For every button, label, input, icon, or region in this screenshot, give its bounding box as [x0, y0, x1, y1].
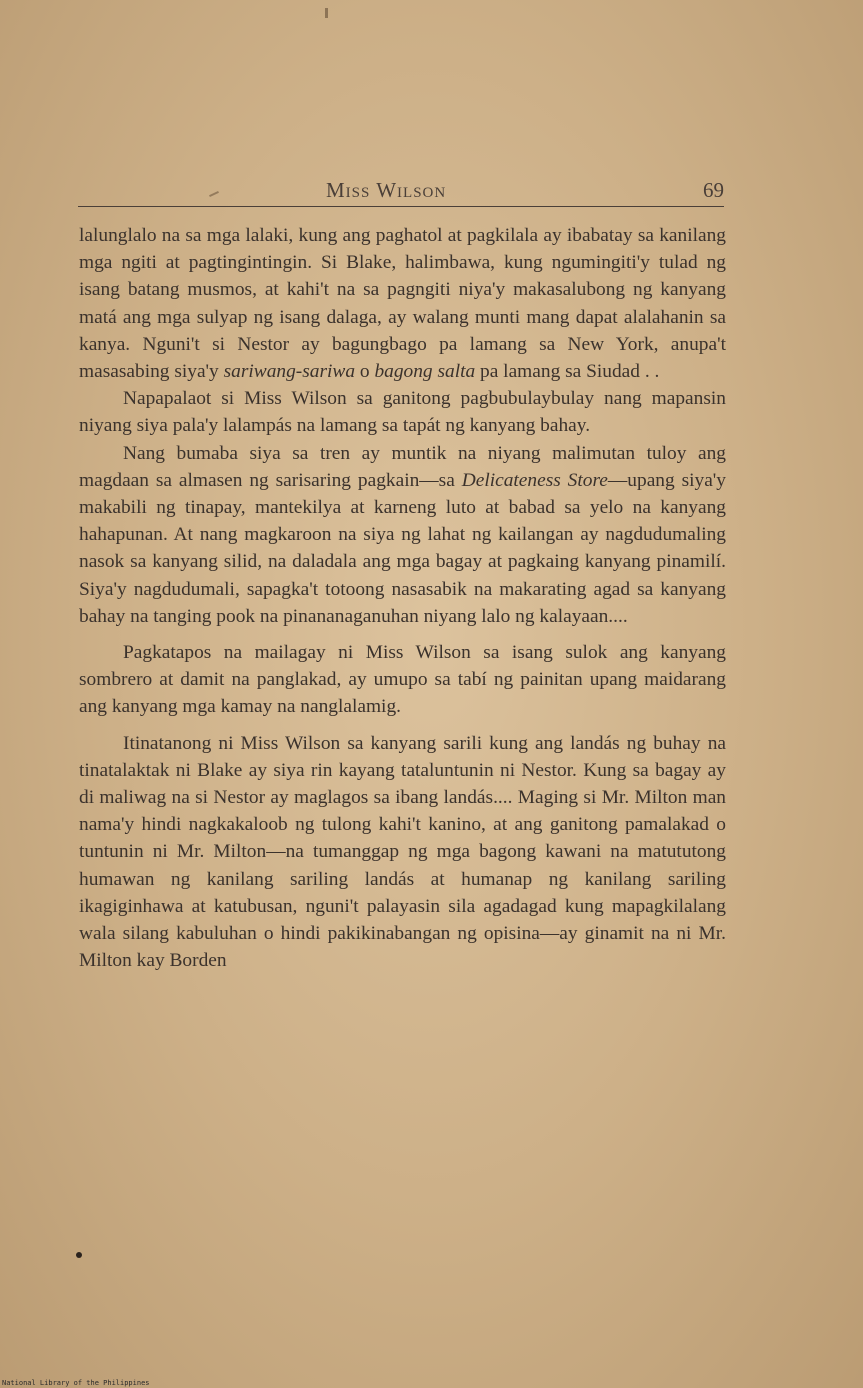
paragraph [79, 730, 726, 975]
paragraph [79, 222, 726, 385]
italic-phrase: sariwang-sariwa [223, 361, 356, 383]
library-footer: National Library of the Philippines [2, 1379, 150, 1387]
italic-phrase: Delicateness Store [461, 469, 608, 491]
ink-dot [76, 1252, 82, 1258]
ink-speck [325, 8, 328, 18]
text-run: o [355, 361, 375, 383]
text-run: —upang siya'y makabili ng tinapay, mantekilya at karneng luto at babad sa yelo na kanyang hahapunan. At nang magkaroon na siya ng lahat ng kailangan ay nagdudumaling nasok sa kanyang silid, na daladala ang mga bagay at pagkaing kanyang pinamilí. Siya'y nagdudumali, sapagka't totoong nasasabik na makarating agad sa kanyang bahay na tanging pook na pinananaganuhan niyang lalo ng kalayaan.... [79, 469, 726, 627]
text-run: lalunglalo na sa mga lalaki, kung ang paghatol at pagkilala ay ibabatay sa kanilang mga ngiti at pagtingintingin. Si Blake, halimbawa, kung ngumingiti'y tulad ng isang batang musmos, at kahi't na sa pagngiti niya'y makasalubong ng kanyang matá ang mga sulyap ng isang dalaga, ay walang munti mang dapat alalahanin sa kanya. Nguni't si Nestor ay bagungbago pa lamang sa New York, anupa't masasabing siya'y [79, 225, 726, 383]
page-number: 69 [703, 178, 724, 202]
paragraph [79, 440, 726, 630]
body-text [79, 222, 726, 974]
text-run: Nang bumaba siya sa tren ay muntik na niyang malimutan tuloy ang magdaan sa almasen ng sarisaring pagkain—sa [79, 442, 726, 491]
text-run: Itinatanong ni Miss Wilson sa kanyang sarili kung ang landás ng buhay na tinatalaktak ni Blake ay siya rin kayang tataluntunin ni Nestor. Kung sa bagay ay di maliwag na si Nestor ay maglagos sa ibang landás.... Maging si Mr. Milton man nama'y hindi nagkakaloob ng tulong kahi't kanino, at ang ganitong pamalakad o tuntunin ni Mr. Milton—na tumanggap ng mga bagong kawani na matututong humawan ng kanilang sariling landás at humanap ng kanilang sariling ikagiginhawa at katubusan, nguni't palayasin sila agadagad kung mapagkilalang wala silang kabuluhan o hindi pakikinabangan ng opisina—ay ginamit na ni Mr. Milton kay Borden [79, 732, 726, 972]
text-run: pa lamang sa Siudad . . [475, 361, 660, 383]
paragraph [79, 639, 726, 721]
text-run: Pagkatapos na mailagay ni Miss Wilson sa isang sulok ang kanyang sombrero at damit na panglakad, ay umupo sa tabí ng painitan upang maidarang ang kanyang mga kamay na nanglalamig. [79, 642, 726, 718]
text-run: Napapalaot si Miss Wilson sa ganitong pagbubulaybulay nang mapansin niyang siya pala'y lalampás na lamang sa tapát ng kanyang bahay. [79, 388, 726, 437]
running-head [78, 176, 724, 207]
italic-phrase: bagong salta [374, 361, 476, 383]
paragraph [79, 385, 726, 439]
running-head-title: Miss Wilson [326, 178, 447, 202]
